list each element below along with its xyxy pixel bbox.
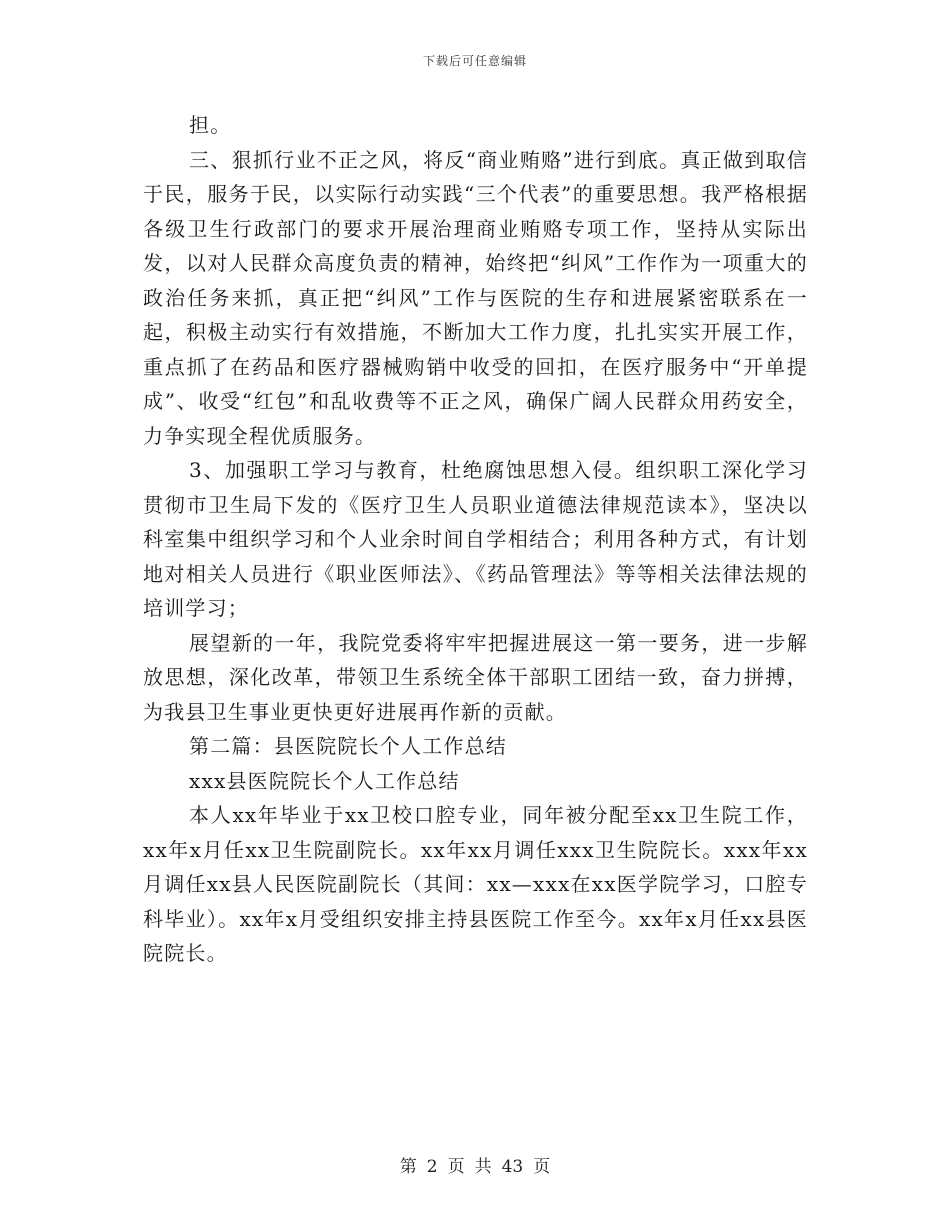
section-heading: 第二篇：县医院院长个人工作总结: [189, 734, 507, 758]
paragraph: 展望新的一年，我院党委将牢牢把握进展这一第一要务，进一步解放思想，深化改革，带领卫生系统全体干部职工团结一致，奋力拼搏，为我县卫生事业更快更好进展再作新的贡献。: [143, 630, 808, 724]
footer-page-unit: 页: [447, 1157, 465, 1177]
footer-total-prefix: 共: [474, 1157, 492, 1177]
paragraph: 3、加强职工学习与教育，杜绝腐蚀思想入侵。组织职工深化学习贯彻市卫生局下发的《医疗卫生人员职业道德法律规范读本》，坚决以科室集中组织学习和个人业余时间自学相结合；利用各种方式，有计划地对相关人员进行《职业医师法》、《药品管理法》等等相关法律法规的培训学习；: [143, 458, 808, 620]
paragraph: 三、狠抓行业不正之风，将反“商业贿赂”进行到底。真正做到取信于民，服务于民，以实际行动实践“三个代表”的重要思想。我严格根据各级卫生行政部门的要求开展治理商业贿赂专项工作，坚持从实际出发，以对人民群众高度负责的精神，始终把“纠风”工作作为一项重大的政治任务来抓，真正把“纠风”工作与医院的生存和进展紧密联系在一起，积极主动实行有效措施，不断加大工作力度，扎扎实实开展工作，重点抓了在药品和医疗器械购销中收受的回扣，在医疗服务中“开单提成”、收受“红包”和乱收费等不正之风，确保广阔人民群众用药安全，力争实现全程优质服务。: [143, 147, 808, 448]
footer-total-unit: 页: [533, 1157, 551, 1177]
page-footer: [0, 1152, 950, 1177]
footer-prefix: 第: [399, 1157, 417, 1177]
page-number: 2: [426, 1157, 438, 1177]
page-header: 下载后可任意编辑: [422, 54, 527, 68]
document-title: xxx县医院院长个人工作总结: [189, 768, 460, 793]
paragraph: 本人xx年毕业于xx卫校口腔专业，同年被分配至xx卫生院工作，xx年x月任xx卫生院副院长。xx年xx月调任xxx卫生院院长。xxx年xx月调任xx县人民医院副院长（其间：xx—xxx在xx医学院学习，口腔专科毕业）。xx年x月受组织安排主持县医院工作至今。xx年x月任xx县医院院长。: [143, 803, 808, 965]
total-pages: 43: [501, 1157, 524, 1177]
paragraph: 担。: [189, 113, 232, 137]
document-body: [143, 108, 808, 971]
